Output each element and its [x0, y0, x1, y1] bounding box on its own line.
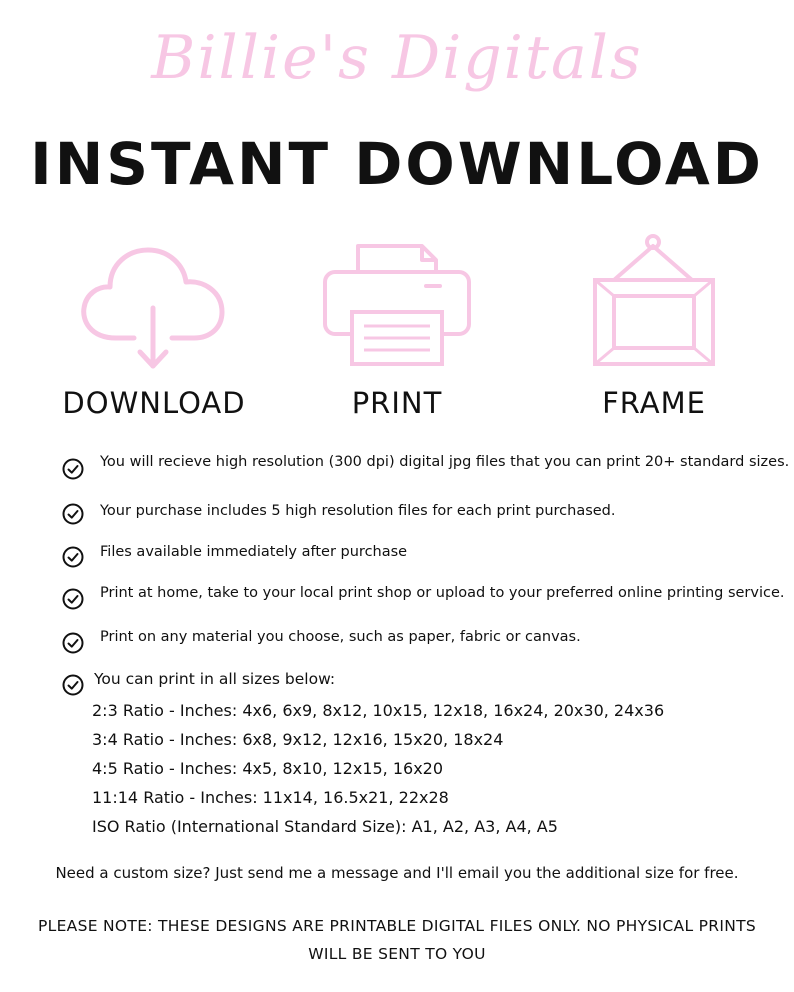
page-title: INSTANT DOWNLOAD	[30, 130, 764, 198]
list-item-text: Print at home, take to your local print shop or upload to your preferred online printing service.	[100, 585, 785, 601]
printer-icon	[322, 240, 472, 368]
frame-label: FRAME	[602, 386, 706, 420]
check-circle-icon	[62, 503, 84, 525]
print-label: PRINT	[351, 386, 443, 420]
size-row-3-4: 3:4 Ratio - Inches: 6x8, 9x12, 12x16, 15x20, 18x24	[92, 730, 504, 749]
list-item-text: Files available immediately after purchase	[100, 544, 408, 560]
size-row-11-14: 11:14 Ratio - Inches: 11x14, 16.5x21, 22x28	[92, 788, 449, 807]
disclaimer-note: PLEASE NOTE: THESE DESIGNS ARE PRINTABLE DIGITAL FILES ONLY. NO PHYSICAL PRINTS WILL BE SENT TO YOU	[38, 917, 756, 963]
frame-icon	[590, 232, 718, 370]
size-row-iso: ISO Ratio (International Standard Size): A1, A2, A3, A4, A5	[92, 817, 558, 836]
size-row-4-5: 4:5 Ratio - Inches: 4x5, 8x10, 12x15, 16x20	[92, 759, 444, 778]
cloud-download-icon	[76, 240, 230, 376]
custom-size-note: Need a custom size? Just send me a message and I'll email you the additional size for free.	[55, 864, 739, 882]
list-item-text: You can print in all sizes below:	[94, 670, 336, 688]
size-list	[92, 696, 664, 841]
check-circle-icon	[62, 546, 84, 568]
download-label: DOWNLOAD	[62, 386, 246, 420]
check-circle-icon	[62, 632, 84, 654]
list-item-text: You will recieve high resolution (300 dpi) digital jpg files that you can print 20+ standard sizes.	[100, 454, 790, 470]
check-circle-icon	[62, 458, 84, 480]
brand-logo-text: Billie's Digitals	[151, 23, 643, 93]
size-row-2-3: 2:3 Ratio - Inches: 4x6, 6x9, 8x12, 10x15, 12x18, 16x24, 20x30, 24x36	[92, 701, 665, 720]
list-item-text: Your purchase includes 5 high resolution files for each print purchased.	[100, 503, 616, 519]
check-circle-icon	[62, 588, 84, 610]
check-circle-icon	[62, 674, 84, 696]
list-item-text: Print on any material you choose, such as paper, fabric or canvas.	[100, 629, 581, 645]
